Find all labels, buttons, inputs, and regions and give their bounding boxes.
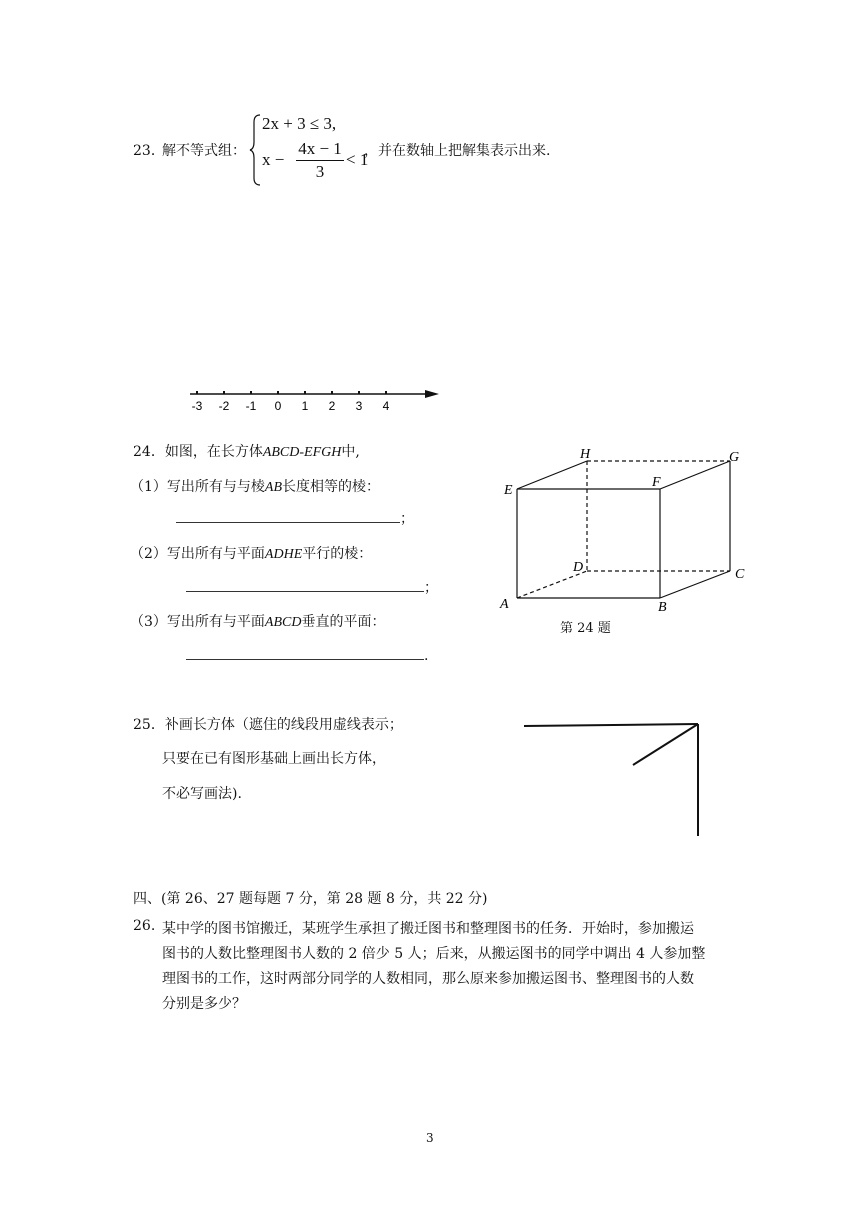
vertex-label-a: A (500, 597, 509, 612)
page-number: 3 (426, 1131, 434, 1145)
q24-stem: 24．如图，在长方体ABCD-EFGH中, (133, 444, 360, 460)
q25-partial-cuboid (520, 720, 710, 840)
q23-prefix: 解不等式组： (162, 143, 246, 159)
cuboid-figure (495, 440, 765, 640)
q23-brace (250, 114, 262, 186)
number-line-tick-label: 4 (382, 399, 390, 413)
vertex-label-f: F (652, 475, 661, 490)
vertex-label-h: H (580, 447, 591, 462)
q23-inequality-1: 2x + 3 ≤ 3, (262, 114, 337, 133)
number-line-tick-label: 0 (274, 399, 282, 413)
number-line-tick-label: -1 (245, 399, 257, 413)
vertex-label-c: C (735, 567, 745, 582)
q24-part-3: （3）写出所有与平面ABCD垂直的平面： (130, 614, 386, 630)
q26-line-1: 某中学的图书馆搬迁，某班学生承担了搬迁图书和整理图书的任务．开始时，参加搬运 (162, 921, 694, 937)
q24-answer-2[interactable]: ； (186, 577, 438, 597)
q23-inequality-2-lhs: x − (262, 150, 285, 169)
number-line-tick-label: -3 (191, 399, 203, 413)
q24-answer-3[interactable]: . (186, 645, 428, 664)
vertex-label-g: G (729, 450, 740, 465)
q23-fraction-bar (296, 160, 344, 161)
q23-suffix: ，并在数轴上把解集表示出来. (364, 143, 551, 159)
q25-line-2: 只要在已有图形基础上画出长方体， (162, 751, 386, 767)
number-line-tick-label: 3 (355, 399, 363, 413)
q26-line-2: 图书的人数比整理图书人数的 2 倍少 5 人；后来，从搬运图书的同学中调出 4 人参加整 (162, 946, 706, 962)
number-line-tick-label: 1 (301, 399, 309, 413)
q26-line-4: 分别是多少？ (162, 996, 246, 1012)
q26-number: 26. (133, 918, 156, 934)
q25-line-1: 25．补画长方体（遮住的线段用虚线表示； (133, 717, 403, 733)
q23-fraction-numerator: 4x − 1 (298, 139, 342, 158)
q23-fraction-denominator: 3 (315, 162, 325, 181)
q24-part-2: （2）写出所有与平面ADHE平行的棱： (130, 546, 373, 562)
number-line-tick-label: 2 (328, 399, 336, 413)
number-line (185, 384, 445, 414)
vertex-label-e: E (504, 483, 513, 498)
q23-inequality-2-rhs: < 1 (346, 150, 369, 169)
q24-figure-caption: 第 24 题 (560, 621, 611, 636)
vertex-label-b: B (658, 600, 667, 615)
q26-line-3: 理图书的工作，这时两部分同学的人数相同，那么原来参加搬运图书、整理图书的人数 (162, 971, 694, 987)
q25-line-3: 不必写画法). (162, 786, 242, 802)
q24-answer-1[interactable]: ； (176, 508, 414, 528)
section-4-heading: 四、(第 26、27 题每题 7 分，第 28 题 8 分，共 22 分) (133, 891, 488, 907)
q23-number: 23． (133, 143, 165, 159)
number-line-tick-label: -2 (218, 399, 230, 413)
vertex-label-d: D (573, 560, 584, 575)
q24-part-1: （1）写出所有与与棱AB长度相等的棱： (130, 479, 381, 495)
